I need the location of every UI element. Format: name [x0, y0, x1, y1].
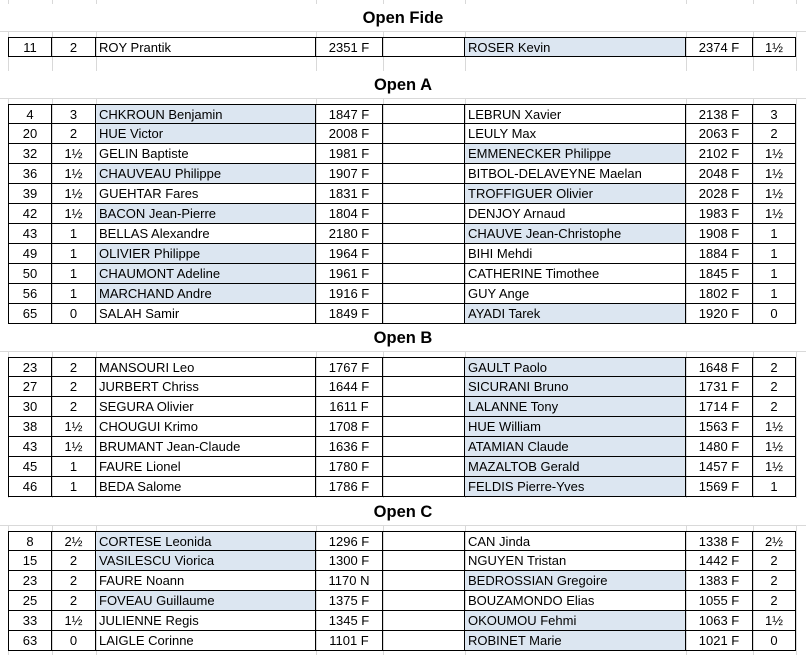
- gridline: [0, 98, 806, 99]
- separator-cell[interactable]: [383, 204, 465, 224]
- table-number-cell[interactable]: 42: [8, 204, 52, 224]
- black-player-cell[interactable]: LEULY Max: [465, 124, 686, 144]
- white-points-cell[interactable]: 2: [52, 124, 96, 144]
- separator-cell[interactable]: [383, 551, 465, 571]
- black-points-cell[interactable]: 1½: [753, 611, 796, 631]
- white-player-cell[interactable]: JULIENNE Regis: [96, 611, 316, 631]
- table-number-cell[interactable]: 46: [8, 477, 52, 497]
- separator-cell[interactable]: [383, 457, 465, 477]
- black-rating-cell[interactable]: 1021 F: [686, 631, 753, 651]
- table-number-cell[interactable]: 23: [8, 357, 52, 377]
- black-rating-cell[interactable]: 2138 F: [686, 104, 753, 124]
- separator-cell[interactable]: [383, 124, 465, 144]
- table-number-cell[interactable]: 50: [8, 264, 52, 284]
- black-rating-cell[interactable]: 1480 F: [686, 437, 753, 457]
- black-rating-cell[interactable]: 2374 F: [686, 37, 753, 57]
- pairing-row: [0, 204, 806, 224]
- table-number-cell[interactable]: 63: [8, 631, 52, 651]
- separator-cell[interactable]: [383, 264, 465, 284]
- white-points-cell[interactable]: 1: [52, 457, 96, 477]
- black-rating-cell[interactable]: 1648 F: [686, 357, 753, 377]
- black-rating-cell[interactable]: 1731 F: [686, 377, 753, 397]
- black-rating-cell[interactable]: 2048 F: [686, 164, 753, 184]
- table-number-cell[interactable]: 4: [8, 104, 52, 124]
- white-points-cell[interactable]: 2: [52, 377, 96, 397]
- separator-cell[interactable]: [383, 144, 465, 164]
- black-points-cell[interactable]: 0: [753, 631, 796, 651]
- black-player-cell[interactable]: CHAUVE Jean-Christophe: [465, 224, 686, 244]
- pairing-row: [0, 184, 806, 204]
- table-number-cell[interactable]: 49: [8, 244, 52, 264]
- white-player-cell[interactable]: MANSOURI Leo: [96, 357, 316, 377]
- black-player-cell[interactable]: HUE William: [465, 417, 686, 437]
- section-title[interactable]: Open B: [0, 324, 806, 351]
- white-player-cell[interactable]: VASILESCU Viorica: [96, 551, 316, 571]
- table-number-cell[interactable]: 43: [8, 437, 52, 457]
- white-player-cell[interactable]: OLIVIER Philippe: [96, 244, 316, 264]
- black-points-cell[interactable]: 2: [753, 571, 796, 591]
- white-rating-cell[interactable]: 2351 F: [316, 37, 383, 57]
- section-title[interactable]: Open C: [0, 498, 806, 525]
- white-points-cell[interactable]: 1½: [52, 164, 96, 184]
- black-player-cell[interactable]: NGUYEN Tristan: [465, 551, 686, 571]
- white-player-cell[interactable]: BELLAS Alexandre: [96, 224, 316, 244]
- pairing-row: [0, 244, 806, 264]
- white-points-cell[interactable]: 3: [52, 104, 96, 124]
- black-rating-cell[interactable]: 1457 F: [686, 457, 753, 477]
- black-player-cell[interactable]: SICURANI Bruno: [465, 377, 686, 397]
- separator-cell[interactable]: [383, 357, 465, 377]
- black-player-cell[interactable]: BITBOL-DELAVEYNE Maelan: [465, 164, 686, 184]
- black-points-cell[interactable]: 2: [753, 377, 796, 397]
- white-points-cell[interactable]: 1½: [52, 437, 96, 457]
- separator-cell[interactable]: [383, 164, 465, 184]
- white-player-cell[interactable]: FOVEAU Guillaume: [96, 591, 316, 611]
- white-rating-cell[interactable]: 1981 F: [316, 144, 383, 164]
- table-number-cell[interactable]: 65: [8, 304, 52, 324]
- pairing-row: [0, 124, 806, 144]
- black-rating-cell[interactable]: 1983 F: [686, 204, 753, 224]
- white-rating-cell[interactable]: 1375 F: [316, 591, 383, 611]
- pairing-row: [0, 477, 806, 497]
- section-title-row: [0, 498, 806, 525]
- white-points-cell[interactable]: 1: [52, 244, 96, 264]
- white-rating-cell[interactable]: 1849 F: [316, 304, 383, 324]
- black-player-cell[interactable]: OKOUMOU Fehmi: [465, 611, 686, 631]
- white-points-cell[interactable]: 0: [52, 304, 96, 324]
- separator-cell[interactable]: [383, 571, 465, 591]
- black-rating-cell[interactable]: 1802 F: [686, 284, 753, 304]
- separator-cell[interactable]: [383, 37, 465, 57]
- pairing-row: [0, 357, 806, 377]
- pairing-row: [0, 631, 806, 651]
- black-player-cell[interactable]: TROFFIGUER Olivier: [465, 184, 686, 204]
- separator-cell[interactable]: [383, 631, 465, 651]
- white-points-cell[interactable]: 1: [52, 477, 96, 497]
- black-player-cell[interactable]: LEBRUN Xavier: [465, 104, 686, 124]
- white-points-cell[interactable]: 2: [52, 37, 96, 57]
- white-player-cell[interactable]: CORTESE Leonida: [96, 531, 316, 551]
- white-rating-cell[interactable]: 1961 F: [316, 264, 383, 284]
- black-rating-cell[interactable]: 1714 F: [686, 397, 753, 417]
- pairing-row: [0, 104, 806, 124]
- white-player-cell[interactable]: HUE Victor: [96, 124, 316, 144]
- white-player-cell[interactable]: CHAUVEAU Philippe: [96, 164, 316, 184]
- black-player-cell[interactable]: FELDIS Pierre-Yves: [465, 477, 686, 497]
- black-rating-cell[interactable]: 1563 F: [686, 417, 753, 437]
- black-player-cell[interactable]: ROBINET Marie: [465, 631, 686, 651]
- white-player-cell[interactable]: LAIGLE Corinne: [96, 631, 316, 651]
- gridline: [0, 525, 806, 526]
- white-rating-cell[interactable]: 1804 F: [316, 204, 383, 224]
- black-points-cell[interactable]: 1½: [753, 164, 796, 184]
- white-rating-cell[interactable]: 2008 F: [316, 124, 383, 144]
- white-player-cell[interactable]: BACON Jean-Pierre: [96, 204, 316, 224]
- white-player-cell[interactable]: GELIN Baptiste: [96, 144, 316, 164]
- white-points-cell[interactable]: 2: [52, 397, 96, 417]
- black-player-cell[interactable]: DENJOY Arnaud: [465, 204, 686, 224]
- pairing-row: [0, 144, 806, 164]
- white-points-cell[interactable]: 2: [52, 591, 96, 611]
- pairing-row: [0, 224, 806, 244]
- black-player-cell[interactable]: CATHERINE Timothee: [465, 264, 686, 284]
- separator-cell[interactable]: [383, 611, 465, 631]
- white-rating-cell[interactable]: 1780 F: [316, 457, 383, 477]
- white-points-cell[interactable]: 1½: [52, 611, 96, 631]
- black-rating-cell[interactable]: 1569 F: [686, 477, 753, 497]
- black-player-cell[interactable]: LALANNE Tony: [465, 397, 686, 417]
- pairing-row: [0, 571, 806, 591]
- white-points-cell[interactable]: 1½: [52, 417, 96, 437]
- white-player-cell[interactable]: FAURE Lionel: [96, 457, 316, 477]
- black-points-cell[interactable]: 2½: [753, 531, 796, 551]
- black-rating-cell[interactable]: 1442 F: [686, 551, 753, 571]
- white-player-cell[interactable]: JURBERT Chriss: [96, 377, 316, 397]
- gridline: [0, 31, 806, 32]
- black-points-cell[interactable]: 2: [753, 397, 796, 417]
- black-player-cell[interactable]: BEDROSSIAN Gregoire: [465, 571, 686, 591]
- separator-cell[interactable]: [383, 591, 465, 611]
- separator-cell[interactable]: [383, 224, 465, 244]
- table-number-cell[interactable]: 32: [8, 144, 52, 164]
- black-points-cell[interactable]: 2: [753, 591, 796, 611]
- black-player-cell[interactable]: GUY Ange: [465, 284, 686, 304]
- white-player-cell[interactable]: BRUMANT Jean-Claude: [96, 437, 316, 457]
- white-player-cell[interactable]: FAURE Noann: [96, 571, 316, 591]
- white-rating-cell[interactable]: 1101 F: [316, 631, 383, 651]
- pairing-row: [0, 37, 806, 57]
- white-points-cell[interactable]: 0: [52, 631, 96, 651]
- black-rating-cell[interactable]: 1845 F: [686, 264, 753, 284]
- white-rating-cell[interactable]: 1831 F: [316, 184, 383, 204]
- white-player-cell[interactable]: ROY Prantik: [96, 37, 316, 57]
- black-points-cell[interactable]: 1½: [753, 204, 796, 224]
- pairing-row: [0, 304, 806, 324]
- white-points-cell[interactable]: 1: [52, 224, 96, 244]
- table-number-cell[interactable]: 11: [8, 37, 52, 57]
- black-player-cell[interactable]: MAZALTOB Gerald: [465, 457, 686, 477]
- white-player-cell[interactable]: GUEHTAR Fares: [96, 184, 316, 204]
- pairing-row: [0, 531, 806, 551]
- table-number-cell[interactable]: 33: [8, 611, 52, 631]
- separator-cell[interactable]: [383, 284, 465, 304]
- separator-cell[interactable]: [383, 104, 465, 124]
- section-title[interactable]: Open A: [0, 71, 806, 98]
- white-rating-cell[interactable]: 1611 F: [316, 397, 383, 417]
- table-number-cell[interactable]: 43: [8, 224, 52, 244]
- table-number-cell[interactable]: 38: [8, 417, 52, 437]
- table-number-cell[interactable]: 36: [8, 164, 52, 184]
- table-number-cell[interactable]: 8: [8, 531, 52, 551]
- pairing-row: [0, 164, 806, 184]
- pairing-row: [0, 437, 806, 457]
- separator-cell[interactable]: [383, 437, 465, 457]
- black-player-cell[interactable]: BIHI Mehdi: [465, 244, 686, 264]
- white-points-cell[interactable]: 2: [52, 551, 96, 571]
- black-points-cell[interactable]: 3: [753, 104, 796, 124]
- section-title-row: [0, 4, 806, 31]
- white-points-cell[interactable]: 2: [52, 357, 96, 377]
- white-rating-cell[interactable]: 1907 F: [316, 164, 383, 184]
- black-rating-cell[interactable]: 1063 F: [686, 611, 753, 631]
- white-points-cell[interactable]: 2: [52, 571, 96, 591]
- black-rating-cell[interactable]: 1383 F: [686, 571, 753, 591]
- section-title-row: [0, 71, 806, 98]
- pairing-row: [0, 611, 806, 631]
- black-rating-cell[interactable]: 1338 F: [686, 531, 753, 551]
- pairing-row: [0, 417, 806, 437]
- separator-cell[interactable]: [383, 184, 465, 204]
- black-rating-cell[interactable]: 2028 F: [686, 184, 753, 204]
- table-number-cell[interactable]: 56: [8, 284, 52, 304]
- black-rating-cell[interactable]: 1884 F: [686, 244, 753, 264]
- table-number-cell[interactable]: 39: [8, 184, 52, 204]
- white-player-cell[interactable]: CHAUMONT Adeline: [96, 264, 316, 284]
- black-rating-cell[interactable]: 1908 F: [686, 224, 753, 244]
- black-rating-cell[interactable]: 2063 F: [686, 124, 753, 144]
- black-points-cell[interactable]: 2: [753, 551, 796, 571]
- black-rating-cell[interactable]: 1920 F: [686, 304, 753, 324]
- black-points-cell[interactable]: 1: [753, 477, 796, 497]
- white-points-cell[interactable]: 1½: [52, 204, 96, 224]
- white-rating-cell[interactable]: 1916 F: [316, 284, 383, 304]
- white-player-cell[interactable]: CHOUGUI Krimo: [96, 417, 316, 437]
- separator-cell[interactable]: [383, 377, 465, 397]
- pairing-row: [0, 377, 806, 397]
- separator-cell[interactable]: [383, 304, 465, 324]
- black-points-cell[interactable]: 1½: [753, 417, 796, 437]
- pairing-row: [0, 591, 806, 611]
- white-points-cell[interactable]: 1: [52, 284, 96, 304]
- pairing-row: [0, 551, 806, 571]
- black-player-cell[interactable]: BOUZAMONDO Elias: [465, 591, 686, 611]
- table-number-cell[interactable]: 27: [8, 377, 52, 397]
- table-number-cell[interactable]: 45: [8, 457, 52, 477]
- black-points-cell[interactable]: 1: [753, 284, 796, 304]
- white-player-cell[interactable]: SALAH Samir: [96, 304, 316, 324]
- white-rating-cell[interactable]: 1767 F: [316, 357, 383, 377]
- separator-cell[interactable]: [383, 397, 465, 417]
- section-title-row: [0, 324, 806, 351]
- table-number-cell[interactable]: 23: [8, 571, 52, 591]
- white-rating-cell[interactable]: 1170 N: [316, 571, 383, 591]
- white-rating-cell[interactable]: 1296 F: [316, 531, 383, 551]
- white-rating-cell[interactable]: 2180 F: [316, 224, 383, 244]
- table-number-cell[interactable]: 30: [8, 397, 52, 417]
- black-points-cell[interactable]: 1½: [753, 37, 796, 57]
- black-points-cell[interactable]: 1½: [753, 144, 796, 164]
- black-points-cell[interactable]: 1½: [753, 184, 796, 204]
- white-rating-cell[interactable]: 1644 F: [316, 377, 383, 397]
- white-points-cell[interactable]: 1½: [52, 144, 96, 164]
- white-points-cell[interactable]: 2½: [52, 531, 96, 551]
- black-points-cell[interactable]: 2: [753, 124, 796, 144]
- table-number-cell[interactable]: 15: [8, 551, 52, 571]
- pairing-row: [0, 264, 806, 284]
- black-player-cell[interactable]: GAULT Paolo: [465, 357, 686, 377]
- white-rating-cell[interactable]: 1345 F: [316, 611, 383, 631]
- white-player-cell[interactable]: CHKROUN Benjamin: [96, 104, 316, 124]
- white-rating-cell[interactable]: 1708 F: [316, 417, 383, 437]
- black-points-cell[interactable]: 1½: [753, 437, 796, 457]
- white-rating-cell[interactable]: 1847 F: [316, 104, 383, 124]
- black-player-cell[interactable]: ATAMIAN Claude: [465, 437, 686, 457]
- pairing-row: [0, 284, 806, 304]
- white-player-cell[interactable]: MARCHAND Andre: [96, 284, 316, 304]
- section-title[interactable]: Open Fide: [0, 4, 806, 31]
- white-rating-cell[interactable]: 1636 F: [316, 437, 383, 457]
- black-points-cell[interactable]: 0: [753, 304, 796, 324]
- black-points-cell[interactable]: 1: [753, 244, 796, 264]
- white-points-cell[interactable]: 1: [52, 264, 96, 284]
- black-points-cell[interactable]: 2: [753, 357, 796, 377]
- table-number-cell[interactable]: 20: [8, 124, 52, 144]
- table-number-cell[interactable]: 25: [8, 591, 52, 611]
- separator-cell[interactable]: [383, 417, 465, 437]
- black-rating-cell[interactable]: 2102 F: [686, 144, 753, 164]
- pairing-row: [0, 397, 806, 417]
- black-player-cell[interactable]: CAN Jinda: [465, 531, 686, 551]
- gridline: [0, 351, 806, 352]
- black-player-cell[interactable]: EMMENECKER Philippe: [465, 144, 686, 164]
- white-player-cell[interactable]: SEGURA Olivier: [96, 397, 316, 417]
- white-rating-cell[interactable]: 1786 F: [316, 477, 383, 497]
- black-points-cell[interactable]: 1½: [753, 457, 796, 477]
- separator-cell[interactable]: [383, 477, 465, 497]
- separator-cell[interactable]: [383, 531, 465, 551]
- black-points-cell[interactable]: 1: [753, 224, 796, 244]
- white-rating-cell[interactable]: 1964 F: [316, 244, 383, 264]
- black-player-cell[interactable]: AYADI Tarek: [465, 304, 686, 324]
- separator-cell[interactable]: [383, 244, 465, 264]
- black-player-cell[interactable]: ROSER Kevin: [465, 37, 686, 57]
- black-rating-cell[interactable]: 1055 F: [686, 591, 753, 611]
- white-rating-cell[interactable]: 1300 F: [316, 551, 383, 571]
- white-points-cell[interactable]: 1½: [52, 184, 96, 204]
- black-points-cell[interactable]: 1: [753, 264, 796, 284]
- white-player-cell[interactable]: BEDA Salome: [96, 477, 316, 497]
- pairing-row: [0, 457, 806, 477]
